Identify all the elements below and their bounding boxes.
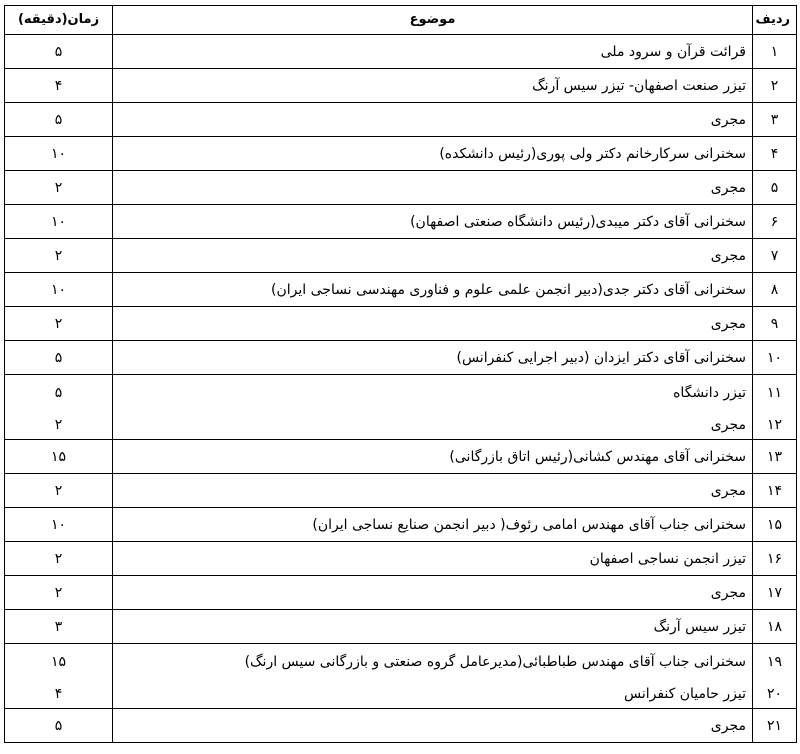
row-subject: تیزر دانشگاه bbox=[113, 375, 753, 412]
row-subject: تیزر سیس آرنگ bbox=[113, 610, 753, 644]
row-time: ۳ bbox=[5, 610, 113, 644]
row-time: ۵ bbox=[5, 709, 113, 743]
row-number: ۱۰ bbox=[753, 341, 797, 375]
row-time: ۴ bbox=[5, 69, 113, 103]
row-subject: تیزر انجمن نساجی اصفهان bbox=[113, 542, 753, 576]
table-row bbox=[5, 239, 797, 273]
row-number: ۵ bbox=[753, 171, 797, 205]
row-subject: مجری bbox=[113, 412, 753, 440]
row-time: ۲ bbox=[5, 576, 113, 610]
table-row bbox=[5, 69, 797, 103]
row-number: ۱۶ bbox=[753, 542, 797, 576]
table-row bbox=[5, 307, 797, 341]
row-subject: سخنرانی آقای دکتر ایزدان (دبیر اجرایی کنفرانس) bbox=[113, 341, 753, 375]
row-number: ۸ bbox=[753, 273, 797, 307]
table-row bbox=[5, 171, 797, 205]
row-number: ۱۳ bbox=[753, 440, 797, 474]
table-row bbox=[5, 412, 797, 440]
row-time: ۱۰ bbox=[5, 508, 113, 542]
row-subject: قرائت قرآن و سرود ملی bbox=[113, 35, 753, 69]
table-row bbox=[5, 681, 797, 709]
row-subject: مجری bbox=[113, 576, 753, 610]
table-row bbox=[5, 542, 797, 576]
row-number: ۱۵ bbox=[753, 508, 797, 542]
row-subject: تیزر حامیان کنفرانس bbox=[113, 681, 753, 709]
row-number: ۳ bbox=[753, 103, 797, 137]
table-row bbox=[5, 610, 797, 644]
row-number: ۴ bbox=[753, 137, 797, 171]
row-subject: تیزر صنعت اصفهان- تیزر سیس آرنگ bbox=[113, 69, 753, 103]
row-time: ۲ bbox=[5, 171, 113, 205]
row-number: ۲ bbox=[753, 69, 797, 103]
row-number: ۱۹ bbox=[753, 644, 797, 681]
table-row bbox=[5, 103, 797, 137]
row-number: ۷ bbox=[753, 239, 797, 273]
row-number: ۱۴ bbox=[753, 474, 797, 508]
table-row bbox=[5, 644, 797, 681]
table-row bbox=[5, 508, 797, 542]
row-subject: مجری bbox=[113, 474, 753, 508]
row-subject: سخنرانی آقای دکتر جدی(دبیر انجمن علمی علوم و فناوری مهندسی نساجی ایران) bbox=[113, 273, 753, 307]
row-subject: سخنرانی سرکارخانم دکتر ولی پوری(رئیس دانشکده) bbox=[113, 137, 753, 171]
table-row bbox=[5, 474, 797, 508]
table-row bbox=[5, 576, 797, 610]
row-subject: مجری bbox=[113, 239, 753, 273]
row-time: ۱۰ bbox=[5, 273, 113, 307]
table-row bbox=[5, 375, 797, 412]
row-subject: سخنرانی جناب آقای مهندس امامی رئوف( دبیر انجمن صنایع نساجی ایران) bbox=[113, 508, 753, 542]
row-time: ۲ bbox=[5, 412, 113, 440]
table-row bbox=[5, 341, 797, 375]
row-time: ۴ bbox=[5, 681, 113, 709]
row-time: ۱۰ bbox=[5, 205, 113, 239]
program-rows bbox=[5, 35, 797, 743]
row-subject: مجری bbox=[113, 103, 753, 137]
row-subject: سخنرانی جناب آقای مهندس طباطبائی(مدیرعامل گروه صنعتی و بازرگانی سیس ارنگ) bbox=[113, 644, 753, 681]
table-row bbox=[5, 440, 797, 474]
row-number: ۱ bbox=[753, 35, 797, 69]
row-time: ۲ bbox=[5, 239, 113, 273]
row-subject: مجری bbox=[113, 307, 753, 341]
row-number: ۹ bbox=[753, 307, 797, 341]
program-table bbox=[4, 5, 797, 743]
header-row-number: ردیف bbox=[753, 6, 797, 35]
row-subject: سخنرانی آقای دکتر میبدی(رئیس دانشگاه صنعتی اصفهان) bbox=[113, 205, 753, 239]
row-number: ۶ bbox=[753, 205, 797, 239]
row-number: ۲۱ bbox=[753, 709, 797, 743]
row-time: ۱۵ bbox=[5, 644, 113, 681]
row-number: ۱۸ bbox=[753, 610, 797, 644]
row-time: ۱۵ bbox=[5, 440, 113, 474]
row-time: ۱۰ bbox=[5, 137, 113, 171]
row-time: ۲ bbox=[5, 307, 113, 341]
row-time: ۲ bbox=[5, 474, 113, 508]
row-number: ۲۰ bbox=[753, 681, 797, 709]
header-time: زمان(دقیقه) bbox=[5, 6, 113, 35]
table-row bbox=[5, 205, 797, 239]
row-time: ۲ bbox=[5, 542, 113, 576]
header-subject: موضوع bbox=[113, 6, 753, 35]
table-row bbox=[5, 137, 797, 171]
row-time: ۵ bbox=[5, 375, 113, 412]
table-row bbox=[5, 273, 797, 307]
row-subject: مجری bbox=[113, 171, 753, 205]
row-subject: مجری bbox=[113, 709, 753, 743]
row-subject: سخنرانی آقای مهندس کشانی(رئیس اتاق بازرگانی) bbox=[113, 440, 753, 474]
row-number: ۱۷ bbox=[753, 576, 797, 610]
header-row bbox=[5, 6, 797, 35]
row-time: ۵ bbox=[5, 103, 113, 137]
table-row bbox=[5, 709, 797, 743]
row-time: ۵ bbox=[5, 341, 113, 375]
row-number: ۱۲ bbox=[753, 412, 797, 440]
row-number: ۱۱ bbox=[753, 375, 797, 412]
table-row bbox=[5, 35, 797, 69]
row-time: ۵ bbox=[5, 35, 113, 69]
